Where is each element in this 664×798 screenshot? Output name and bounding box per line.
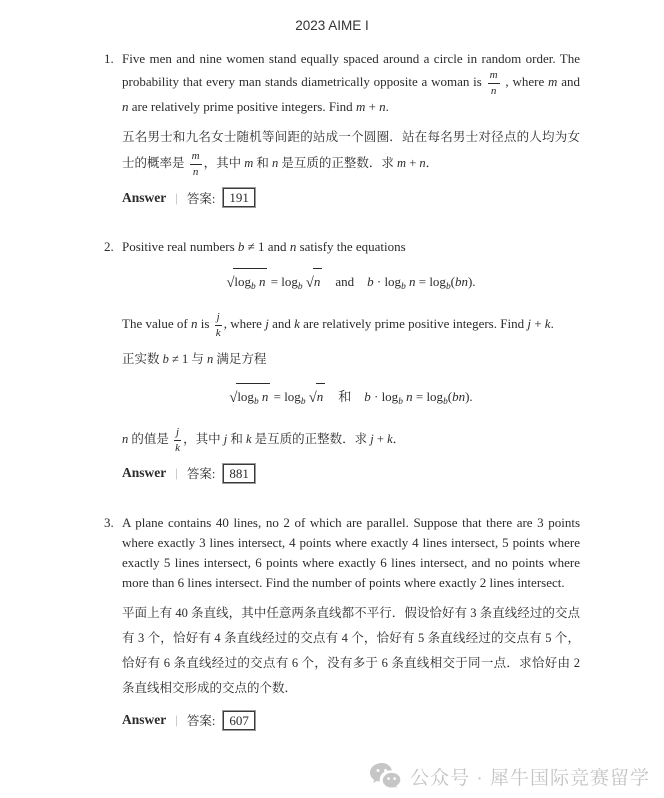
math-text: and — [322, 274, 368, 289]
math-text: 是互质的正整数．求 — [278, 155, 398, 170]
answer-label-en: Answer — [122, 712, 167, 728]
answer-label-zh: 答案: — [186, 191, 216, 206]
fraction-numerator: m — [190, 150, 202, 165]
math-text: 和 — [227, 431, 246, 446]
radicand — [316, 383, 326, 410]
answer-separator: | — [175, 189, 178, 205]
math-text: = log — [412, 388, 444, 404]
math-text: and — [268, 315, 295, 331]
math-text: 和 — [325, 388, 365, 404]
math-subscript: b — [401, 281, 406, 292]
math-variable: n — [122, 99, 129, 114]
math-sqrt — [309, 389, 325, 404]
problem-number: 1. — [104, 51, 114, 66]
math-variable: bn — [452, 388, 466, 404]
math-variable: n — [406, 388, 413, 404]
problem-paragraph-zh — [122, 426, 580, 454]
math-variable: b — [162, 351, 169, 366]
problem-paragraph-en — [122, 311, 580, 339]
math-text: ( — [447, 388, 453, 404]
answer-row — [122, 464, 580, 483]
problem-body — [122, 237, 580, 483]
math-text: 正实数 — [122, 351, 163, 366]
problem-number: 2. — [104, 239, 114, 254]
math-variable: b — [237, 239, 245, 254]
answer-label-zh: 答案: — [186, 467, 216, 482]
math-text: Five men and nine women stand equally spaced around a circle in random order. The probability that every man stands diametrically opposite a woman is — [122, 51, 580, 89]
math-variable: b — [364, 388, 371, 404]
fraction-denominator: n — [192, 166, 199, 178]
math-variable: k — [544, 315, 551, 331]
math-text: 平面上有 40 条直线，其中任意两条直线都不平行．假设恰好有 3 条直线经过的交点有 3 个，恰好有 4 条直线经过的交点有 4 个，恰好有 5 条直线经过的交点有 5 个，恰好有 6 条直线经过的交点有 6 个，没有多于 6 条直线相交于同一点．求恰好由 2 条直线相交形成的交点的个数． — [122, 605, 580, 695]
math-variable: n — [258, 274, 266, 289]
math-variable: m — [548, 73, 558, 89]
math-text: Positive real numbers — [122, 239, 238, 254]
math-variable: n — [408, 274, 416, 289]
math-variable: n — [313, 274, 321, 289]
fraction-denominator: k — [175, 441, 180, 454]
watermark-text: 公众号 · 犀牛国际竞赛留学 — [410, 767, 650, 789]
problem-paragraph-en — [122, 513, 580, 593]
math-text: , where — [223, 315, 266, 331]
radical-sign: √ — [308, 389, 317, 406]
math-fraction — [215, 311, 222, 339]
math-text: . — [385, 99, 389, 114]
math-text: ). — [467, 274, 476, 289]
fraction-numerator: m — [488, 69, 500, 84]
problem-number: 3. — [104, 514, 114, 530]
radicand — [236, 383, 270, 415]
math-text: + — [365, 99, 380, 114]
math-text: ． — [425, 155, 439, 170]
math-subscript: b — [300, 396, 306, 407]
math-variable: j — [265, 315, 269, 331]
math-text: and — [557, 73, 580, 89]
wechat-icon — [369, 762, 403, 790]
math-text: 和 — [253, 155, 273, 170]
problem-paragraph-en — [122, 49, 580, 117]
answer-value: 607 — [223, 711, 255, 730]
problem-paragraph-en — [122, 237, 580, 257]
problem-body — [122, 513, 580, 730]
problem-paragraph-zh — [122, 601, 580, 701]
math-variable: k — [294, 315, 300, 331]
math-variable: j — [527, 315, 531, 331]
math-text: are relatively prime positive integers. Find — [299, 315, 528, 331]
math-variable: n — [207, 351, 214, 366]
math-fraction — [488, 69, 500, 97]
math-subscript: b — [398, 396, 403, 407]
page-title: 2023 AIME I — [295, 18, 369, 33]
problem-paragraph-zh — [122, 347, 580, 372]
answer-value: 191 — [223, 188, 255, 207]
math-variable: m — [244, 155, 254, 170]
math-text: ). — [465, 388, 473, 404]
answer-value: 881 — [223, 464, 255, 483]
problems-list — [0, 49, 664, 730]
math-text: 是互质的正整数．求 — [251, 431, 371, 446]
math-text: , where — [501, 73, 549, 89]
math-text: + — [373, 431, 388, 446]
math-text: ( — [450, 274, 455, 289]
math-text: The value of — [122, 315, 191, 331]
math-text: ． — [392, 431, 406, 446]
math-text: = log — [267, 274, 298, 289]
math-subscript: b — [445, 281, 451, 292]
math-subscript: b — [253, 396, 259, 407]
math-text: log — [234, 274, 252, 289]
math-variable: n — [316, 388, 324, 404]
math-text: 五名男士和九名女士随机等间距的站成一个圆圈．站在每名男士对径点的人均为女士的概率是 — [122, 130, 580, 170]
radicand — [313, 268, 323, 295]
answer-row — [122, 711, 580, 730]
math-variable: n — [419, 155, 426, 170]
problem-paragraph-zh — [122, 125, 580, 178]
math-text: · log — [370, 388, 399, 404]
fraction-numerator: j — [174, 426, 181, 441]
answer-label-en: Answer — [122, 189, 167, 205]
math-variable: n — [379, 99, 386, 114]
math-variable: k — [387, 431, 393, 446]
math-sqrt — [226, 274, 267, 292]
problem — [104, 237, 580, 483]
math-variable: j — [223, 431, 228, 446]
math-variable: b — [367, 274, 374, 289]
math-variable: bn — [454, 274, 468, 289]
math-variable: m — [397, 155, 407, 170]
math-text: . — [550, 315, 554, 331]
radical-sign: √ — [305, 275, 314, 291]
math-variable: k — [245, 431, 252, 446]
radical-sign: √ — [229, 389, 238, 406]
math-text: · log — [373, 274, 402, 289]
math-text: are relatively prime positive integers. Find — [128, 99, 356, 114]
math-text: ，其中 — [183, 431, 224, 446]
math-variable: m — [355, 99, 366, 114]
math-variable: n — [289, 239, 297, 254]
math-subscript: b — [297, 281, 303, 292]
math-text: 的值是 — [128, 431, 173, 446]
radicand — [233, 268, 267, 300]
math-variable: n — [272, 155, 279, 170]
math-text: A plane contains 40 lines, no 2 of which are parallel. Suppose that there are 3 points where exactly 3 lines intersect, 4 points where exactly 4 lines intersect, 5 points where exactly 5 lines intersect, 6 points where exactly 6 lines intersect, and no points where more than 6 lines intersect. Find the number of points where exactly 2 lines intersect. — [122, 514, 580, 590]
problem-body — [122, 49, 580, 207]
footer-watermark — [369, 762, 650, 790]
problem — [104, 513, 580, 730]
math-text: = log — [415, 274, 446, 289]
answer-row — [122, 188, 580, 207]
math-text: satisfy the equations — [296, 239, 406, 254]
math-text: ≠ 1 与 — [168, 351, 208, 366]
radical-sign: √ — [226, 275, 235, 291]
display-equation — [122, 268, 580, 300]
math-text: = log — [270, 388, 301, 404]
math-variable: n — [122, 431, 129, 446]
math-sqrt — [306, 274, 322, 289]
math-fraction — [174, 426, 181, 454]
math-text: + — [406, 155, 420, 170]
math-text: log — [237, 388, 254, 404]
problem — [104, 49, 580, 207]
math-text: is — [197, 315, 213, 331]
answer-separator: | — [175, 712, 178, 728]
math-sqrt — [229, 388, 270, 407]
math-text: + — [530, 315, 545, 331]
answer-label-en: Answer — [122, 465, 167, 481]
math-variable: n — [261, 388, 269, 404]
fraction-numerator: j — [215, 311, 222, 326]
fraction-denominator: k — [215, 326, 221, 339]
display-equation — [122, 383, 580, 415]
math-text: ≠ 1 and — [244, 239, 290, 254]
answer-label-zh: 答案: — [186, 714, 216, 729]
math-variable: n — [190, 315, 198, 331]
math-fraction — [190, 150, 202, 178]
math-subscript: b — [443, 396, 448, 407]
math-text: 满足方程 — [213, 351, 267, 366]
math-variable: j — [370, 431, 374, 446]
math-subscript: b — [251, 281, 256, 292]
fraction-denominator: n — [490, 85, 497, 97]
math-text: ，其中 — [203, 155, 245, 170]
answer-separator: | — [175, 465, 178, 481]
